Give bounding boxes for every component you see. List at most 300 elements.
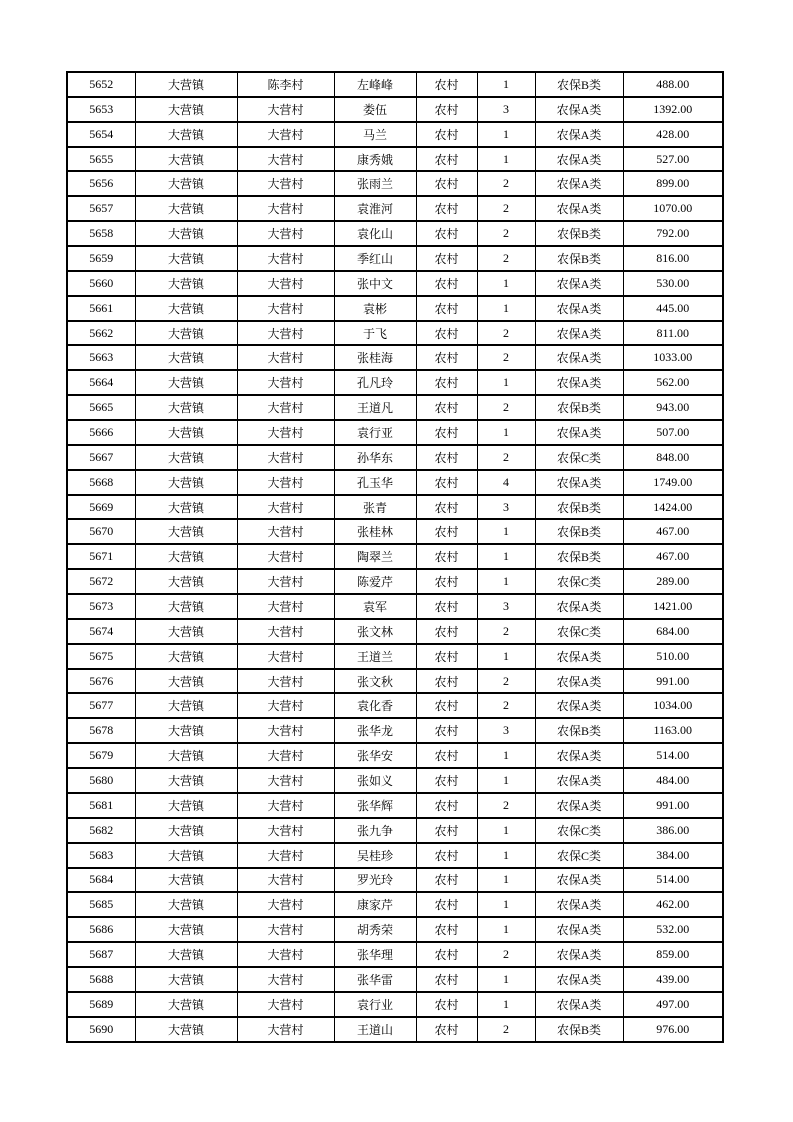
- cell-residence_type: 农村: [416, 619, 477, 644]
- cell-town: 大营镇: [135, 221, 237, 246]
- cell-name: 孔凡玲: [334, 370, 416, 395]
- cell-person_count: 4: [477, 470, 535, 495]
- cell-person_count: 2: [477, 321, 535, 346]
- cell-residence_type: 农村: [416, 992, 477, 1017]
- cell-name: 吴桂珍: [334, 843, 416, 868]
- cell-town: 大营镇: [135, 495, 237, 520]
- cell-residence_type: 农村: [416, 892, 477, 917]
- cell-amount: 527.00: [623, 147, 723, 172]
- cell-name: 张桂林: [334, 519, 416, 544]
- table-row: [67, 395, 723, 420]
- table-row: [67, 942, 723, 967]
- cell-village: 大营村: [237, 843, 334, 868]
- cell-insurance_category: 农保A类: [535, 917, 623, 942]
- cell-insurance_category: 农保C类: [535, 818, 623, 843]
- cell-town: 大营镇: [135, 768, 237, 793]
- cell-name: 袁行亚: [334, 420, 416, 445]
- table-row: [67, 644, 723, 669]
- cell-amount: 562.00: [623, 370, 723, 395]
- cell-town: 大营镇: [135, 868, 237, 893]
- cell-amount: 991.00: [623, 793, 723, 818]
- table-row: [67, 246, 723, 271]
- cell-person_count: 2: [477, 171, 535, 196]
- cell-name: 孙华东: [334, 445, 416, 470]
- cell-residence_type: 农村: [416, 97, 477, 122]
- cell-person_count: 1: [477, 818, 535, 843]
- table-row: [67, 495, 723, 520]
- cell-id: 5669: [67, 495, 135, 520]
- cell-name: 袁化山: [334, 221, 416, 246]
- cell-person_count: 1: [477, 992, 535, 1017]
- cell-residence_type: 农村: [416, 345, 477, 370]
- cell-village: 大营村: [237, 147, 334, 172]
- cell-residence_type: 农村: [416, 594, 477, 619]
- cell-town: 大营镇: [135, 594, 237, 619]
- cell-name: 张华雷: [334, 967, 416, 992]
- cell-amount: 488.00: [623, 72, 723, 97]
- table-row: [67, 1017, 723, 1042]
- cell-residence_type: 农村: [416, 843, 477, 868]
- table-row: [67, 718, 723, 743]
- cell-amount: 816.00: [623, 246, 723, 271]
- cell-name: 于飞: [334, 321, 416, 346]
- cell-residence_type: 农村: [416, 147, 477, 172]
- cell-residence_type: 农村: [416, 644, 477, 669]
- cell-insurance_category: 农保A类: [535, 370, 623, 395]
- cell-amount: 1163.00: [623, 718, 723, 743]
- cell-name: 张华辉: [334, 793, 416, 818]
- cell-amount: 811.00: [623, 321, 723, 346]
- cell-amount: 384.00: [623, 843, 723, 868]
- cell-amount: 1392.00: [623, 97, 723, 122]
- cell-town: 大营镇: [135, 1017, 237, 1042]
- cell-name: 王道兰: [334, 644, 416, 669]
- cell-insurance_category: 农保B类: [535, 544, 623, 569]
- cell-residence_type: 农村: [416, 246, 477, 271]
- cell-amount: 484.00: [623, 768, 723, 793]
- cell-person_count: 2: [477, 693, 535, 718]
- cell-residence_type: 农村: [416, 72, 477, 97]
- cell-village: 大营村: [237, 395, 334, 420]
- cell-village: 大营村: [237, 868, 334, 893]
- cell-town: 大营镇: [135, 147, 237, 172]
- cell-id: 5670: [67, 519, 135, 544]
- table-row: [67, 370, 723, 395]
- cell-person_count: 2: [477, 942, 535, 967]
- cell-amount: 859.00: [623, 942, 723, 967]
- cell-village: 大营村: [237, 519, 334, 544]
- cell-id: 5652: [67, 72, 135, 97]
- cell-id: 5679: [67, 743, 135, 768]
- table-row: [67, 743, 723, 768]
- cell-id: 5676: [67, 669, 135, 694]
- cell-village: 大营村: [237, 246, 334, 271]
- cell-insurance_category: 农保A类: [535, 942, 623, 967]
- cell-residence_type: 农村: [416, 321, 477, 346]
- cell-insurance_category: 农保C类: [535, 569, 623, 594]
- cell-village: 大营村: [237, 892, 334, 917]
- table-row: [67, 519, 723, 544]
- table-row: [67, 97, 723, 122]
- cell-id: 5672: [67, 569, 135, 594]
- cell-town: 大营镇: [135, 743, 237, 768]
- cell-insurance_category: 农保B类: [535, 495, 623, 520]
- cell-village: 大营村: [237, 544, 334, 569]
- table-row: [67, 619, 723, 644]
- cell-name: 康家芹: [334, 892, 416, 917]
- cell-name: 陈爱芹: [334, 569, 416, 594]
- cell-insurance_category: 农保A类: [535, 693, 623, 718]
- cell-residence_type: 农村: [416, 470, 477, 495]
- cell-amount: 510.00: [623, 644, 723, 669]
- cell-town: 大营镇: [135, 345, 237, 370]
- cell-insurance_category: 农保B类: [535, 519, 623, 544]
- cell-insurance_category: 农保A类: [535, 768, 623, 793]
- cell-insurance_category: 农保B类: [535, 1017, 623, 1042]
- cell-town: 大营镇: [135, 395, 237, 420]
- cell-village: 陈李村: [237, 72, 334, 97]
- cell-person_count: 1: [477, 271, 535, 296]
- cell-person_count: 3: [477, 495, 535, 520]
- cell-amount: 991.00: [623, 669, 723, 694]
- cell-id: 5673: [67, 594, 135, 619]
- cell-town: 大营镇: [135, 544, 237, 569]
- table-row: [67, 569, 723, 594]
- cell-insurance_category: 农保A类: [535, 992, 623, 1017]
- cell-id: 5684: [67, 868, 135, 893]
- cell-town: 大营镇: [135, 519, 237, 544]
- cell-town: 大营镇: [135, 669, 237, 694]
- cell-insurance_category: 农保A类: [535, 892, 623, 917]
- cell-person_count: 1: [477, 519, 535, 544]
- cell-residence_type: 农村: [416, 445, 477, 470]
- cell-amount: 467.00: [623, 544, 723, 569]
- cell-insurance_category: 农保A类: [535, 644, 623, 669]
- cell-town: 大营镇: [135, 942, 237, 967]
- cell-insurance_category: 农保A类: [535, 122, 623, 147]
- table-row: [67, 345, 723, 370]
- table-row: [67, 445, 723, 470]
- cell-amount: 462.00: [623, 892, 723, 917]
- cell-village: 大营村: [237, 693, 334, 718]
- cell-amount: 1421.00: [623, 594, 723, 619]
- cell-id: 5665: [67, 395, 135, 420]
- cell-name: 王道山: [334, 1017, 416, 1042]
- table-row: [67, 843, 723, 868]
- cell-town: 大营镇: [135, 196, 237, 221]
- cell-person_count: 2: [477, 246, 535, 271]
- cell-amount: 439.00: [623, 967, 723, 992]
- cell-residence_type: 农村: [416, 917, 477, 942]
- cell-village: 大营村: [237, 495, 334, 520]
- cell-insurance_category: 农保A类: [535, 594, 623, 619]
- cell-insurance_category: 农保A类: [535, 147, 623, 172]
- cell-name: 袁淮河: [334, 196, 416, 221]
- cell-amount: 899.00: [623, 171, 723, 196]
- cell-id: 5660: [67, 271, 135, 296]
- cell-name: 孔玉华: [334, 470, 416, 495]
- cell-residence_type: 农村: [416, 718, 477, 743]
- cell-village: 大营村: [237, 97, 334, 122]
- cell-amount: 467.00: [623, 519, 723, 544]
- cell-residence_type: 农村: [416, 768, 477, 793]
- table-row: [67, 122, 723, 147]
- cell-name: 袁行业: [334, 992, 416, 1017]
- table-row: [67, 271, 723, 296]
- table-row: [67, 420, 723, 445]
- cell-residence_type: 农村: [416, 942, 477, 967]
- table-row: [67, 147, 723, 172]
- cell-village: 大营村: [237, 644, 334, 669]
- cell-name: 张青: [334, 495, 416, 520]
- cell-village: 大营村: [237, 271, 334, 296]
- cell-insurance_category: 农保C类: [535, 619, 623, 644]
- cell-person_count: 3: [477, 718, 535, 743]
- cell-residence_type: 农村: [416, 1017, 477, 1042]
- cell-residence_type: 农村: [416, 296, 477, 321]
- cell-id: 5682: [67, 818, 135, 843]
- cell-person_count: 2: [477, 445, 535, 470]
- cell-id: 5661: [67, 296, 135, 321]
- cell-residence_type: 农村: [416, 793, 477, 818]
- cell-person_count: 2: [477, 619, 535, 644]
- cell-person_count: 1: [477, 892, 535, 917]
- cell-residence_type: 农村: [416, 743, 477, 768]
- cell-town: 大营镇: [135, 321, 237, 346]
- table-row: [67, 992, 723, 1017]
- cell-name: 袁军: [334, 594, 416, 619]
- cell-name: 袁化香: [334, 693, 416, 718]
- cell-village: 大营村: [237, 793, 334, 818]
- cell-amount: 1070.00: [623, 196, 723, 221]
- cell-person_count: 1: [477, 544, 535, 569]
- cell-insurance_category: 农保A类: [535, 345, 623, 370]
- cell-insurance_category: 农保B类: [535, 718, 623, 743]
- cell-id: 5662: [67, 321, 135, 346]
- cell-town: 大营镇: [135, 917, 237, 942]
- table-row: [67, 669, 723, 694]
- table-row: [67, 72, 723, 97]
- cell-residence_type: 农村: [416, 271, 477, 296]
- cell-person_count: 1: [477, 843, 535, 868]
- cell-residence_type: 农村: [416, 395, 477, 420]
- cell-town: 大营镇: [135, 420, 237, 445]
- cell-person_count: 2: [477, 345, 535, 370]
- cell-town: 大营镇: [135, 892, 237, 917]
- cell-village: 大营村: [237, 992, 334, 1017]
- cell-amount: 976.00: [623, 1017, 723, 1042]
- table-row: [67, 544, 723, 569]
- cell-amount: 943.00: [623, 395, 723, 420]
- cell-town: 大营镇: [135, 72, 237, 97]
- cell-amount: 1749.00: [623, 470, 723, 495]
- cell-amount: 514.00: [623, 743, 723, 768]
- cell-id: 5666: [67, 420, 135, 445]
- cell-person_count: 1: [477, 72, 535, 97]
- cell-insurance_category: 农保A类: [535, 321, 623, 346]
- cell-name: 张中文: [334, 271, 416, 296]
- cell-village: 大营村: [237, 619, 334, 644]
- cell-person_count: 2: [477, 196, 535, 221]
- cell-village: 大营村: [237, 669, 334, 694]
- cell-village: 大营村: [237, 370, 334, 395]
- cell-village: 大营村: [237, 718, 334, 743]
- cell-town: 大营镇: [135, 693, 237, 718]
- cell-amount: 1033.00: [623, 345, 723, 370]
- cell-insurance_category: 农保C类: [535, 843, 623, 868]
- cell-town: 大营镇: [135, 122, 237, 147]
- cell-id: 5667: [67, 445, 135, 470]
- cell-id: 5690: [67, 1017, 135, 1042]
- cell-name: 张华安: [334, 743, 416, 768]
- cell-village: 大营村: [237, 942, 334, 967]
- cell-insurance_category: 农保A类: [535, 97, 623, 122]
- cell-residence_type: 农村: [416, 495, 477, 520]
- cell-village: 大营村: [237, 818, 334, 843]
- table-row: [67, 818, 723, 843]
- table-row: [67, 196, 723, 221]
- cell-person_count: 1: [477, 917, 535, 942]
- table-row: [67, 296, 723, 321]
- cell-residence_type: 农村: [416, 569, 477, 594]
- cell-person_count: 2: [477, 395, 535, 420]
- cell-person_count: 2: [477, 669, 535, 694]
- cell-village: 大营村: [237, 221, 334, 246]
- table-row: [67, 768, 723, 793]
- cell-amount: 514.00: [623, 868, 723, 893]
- cell-amount: 445.00: [623, 296, 723, 321]
- cell-amount: 386.00: [623, 818, 723, 843]
- table-row: [67, 693, 723, 718]
- cell-name: 胡秀荣: [334, 917, 416, 942]
- cell-id: 5655: [67, 147, 135, 172]
- cell-amount: 530.00: [623, 271, 723, 296]
- cell-town: 大营镇: [135, 718, 237, 743]
- cell-name: 张雨兰: [334, 171, 416, 196]
- insurance-record-table: [66, 71, 724, 1043]
- table-row: [67, 594, 723, 619]
- cell-town: 大营镇: [135, 967, 237, 992]
- cell-id: 5664: [67, 370, 135, 395]
- table-row: [67, 321, 723, 346]
- cell-town: 大营镇: [135, 271, 237, 296]
- cell-id: 5668: [67, 470, 135, 495]
- cell-name: 季红山: [334, 246, 416, 271]
- cell-person_count: 1: [477, 768, 535, 793]
- cell-insurance_category: 农保A类: [535, 470, 623, 495]
- cell-id: 5686: [67, 917, 135, 942]
- cell-residence_type: 农村: [416, 818, 477, 843]
- cell-residence_type: 农村: [416, 868, 477, 893]
- cell-amount: 497.00: [623, 992, 723, 1017]
- cell-town: 大营镇: [135, 97, 237, 122]
- cell-village: 大营村: [237, 122, 334, 147]
- cell-village: 大营村: [237, 569, 334, 594]
- cell-village: 大营村: [237, 196, 334, 221]
- cell-person_count: 1: [477, 967, 535, 992]
- cell-id: 5653: [67, 97, 135, 122]
- table-row: [67, 793, 723, 818]
- cell-town: 大营镇: [135, 569, 237, 594]
- cell-id: 5680: [67, 768, 135, 793]
- cell-amount: 684.00: [623, 619, 723, 644]
- cell-insurance_category: 农保B类: [535, 246, 623, 271]
- table-row: [67, 917, 723, 942]
- cell-insurance_category: 农保A类: [535, 868, 623, 893]
- cell-person_count: 3: [477, 97, 535, 122]
- cell-residence_type: 农村: [416, 370, 477, 395]
- cell-insurance_category: 农保A类: [535, 420, 623, 445]
- cell-id: 5677: [67, 693, 135, 718]
- cell-village: 大营村: [237, 1017, 334, 1042]
- cell-id: 5674: [67, 619, 135, 644]
- cell-village: 大营村: [237, 445, 334, 470]
- cell-name: 张桂海: [334, 345, 416, 370]
- table-row: [67, 868, 723, 893]
- cell-person_count: 1: [477, 370, 535, 395]
- cell-id: 5688: [67, 967, 135, 992]
- table-row: [67, 892, 723, 917]
- cell-town: 大营镇: [135, 470, 237, 495]
- cell-village: 大营村: [237, 296, 334, 321]
- cell-name: 张文秋: [334, 669, 416, 694]
- cell-town: 大营镇: [135, 843, 237, 868]
- cell-id: 5683: [67, 843, 135, 868]
- cell-person_count: 1: [477, 147, 535, 172]
- cell-amount: 1424.00: [623, 495, 723, 520]
- cell-village: 大营村: [237, 171, 334, 196]
- cell-village: 大营村: [237, 470, 334, 495]
- cell-town: 大营镇: [135, 370, 237, 395]
- cell-insurance_category: 农保A类: [535, 967, 623, 992]
- cell-person_count: 1: [477, 743, 535, 768]
- cell-residence_type: 农村: [416, 544, 477, 569]
- cell-town: 大营镇: [135, 619, 237, 644]
- cell-insurance_category: 农保A类: [535, 196, 623, 221]
- cell-name: 左峰峰: [334, 72, 416, 97]
- cell-name: 罗光玲: [334, 868, 416, 893]
- cell-insurance_category: 农保B类: [535, 221, 623, 246]
- cell-village: 大营村: [237, 743, 334, 768]
- cell-id: 5659: [67, 246, 135, 271]
- cell-person_count: 1: [477, 122, 535, 147]
- cell-residence_type: 农村: [416, 967, 477, 992]
- cell-name: 张如义: [334, 768, 416, 793]
- cell-amount: 507.00: [623, 420, 723, 445]
- table-row: [67, 967, 723, 992]
- cell-id: 5663: [67, 345, 135, 370]
- cell-town: 大营镇: [135, 793, 237, 818]
- cell-amount: 792.00: [623, 221, 723, 246]
- cell-village: 大营村: [237, 768, 334, 793]
- cell-name: 康秀娥: [334, 147, 416, 172]
- cell-id: 5671: [67, 544, 135, 569]
- cell-insurance_category: 农保C类: [535, 445, 623, 470]
- cell-id: 5657: [67, 196, 135, 221]
- cell-id: 5687: [67, 942, 135, 967]
- cell-insurance_category: 农保A类: [535, 296, 623, 321]
- cell-residence_type: 农村: [416, 221, 477, 246]
- cell-insurance_category: 农保B类: [535, 72, 623, 97]
- cell-amount: 532.00: [623, 917, 723, 942]
- cell-village: 大营村: [237, 967, 334, 992]
- cell-village: 大营村: [237, 420, 334, 445]
- cell-town: 大营镇: [135, 171, 237, 196]
- cell-name: 张九争: [334, 818, 416, 843]
- cell-person_count: 1: [477, 420, 535, 445]
- cell-residence_type: 农村: [416, 196, 477, 221]
- cell-insurance_category: 农保A类: [535, 669, 623, 694]
